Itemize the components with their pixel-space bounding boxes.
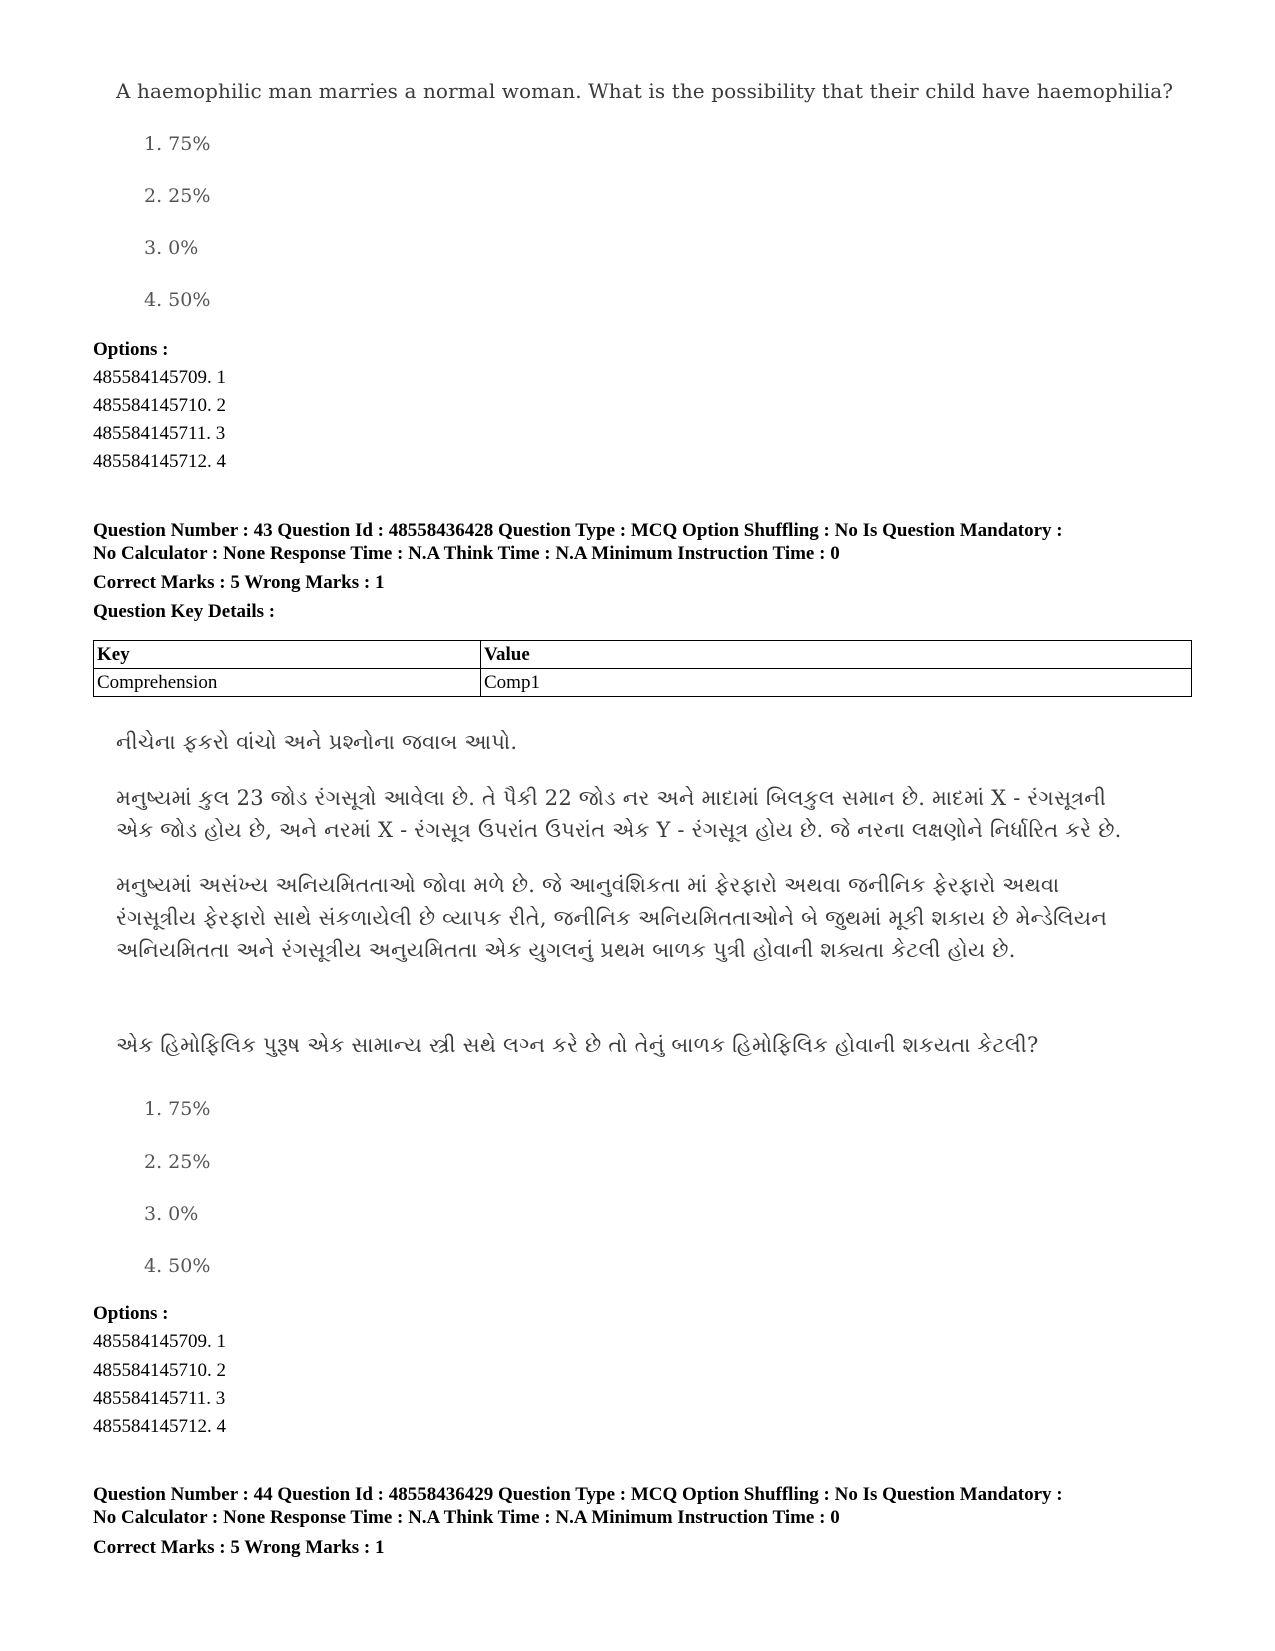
table-cell: Comp1 [481,669,1192,697]
table-header-key: Key [94,641,481,669]
passage-line: મનુષ્યમાં કુલ 23 જોડ રંગસૂત્રો આવેલા છે. તે પૈકી 22 જોડ નર અને માદામાં બિલકુલ સમાન છે. માદમાં X - રંગસૂત્રની [116,786,1107,810]
image-option: 2. 25% [144,1151,211,1173]
option-id: 485584145712. 4 [93,1416,226,1437]
passage-line: એક જોડ હોય છે, અને નરમાં X - રંગસૂત્ર ઉપરાંત ઉપરાંત એક Y - રંગસૂત્ર હોય છે. જે નરના લક્ષણોને નિર્ધારિત કરે છે. [116,818,1122,842]
option-id: 485584145712. 4 [93,451,226,472]
passage-instruction: નીચેના ફકરો વાંચો અને પ્રશ્નોના જવાબ આપો. [116,730,518,754]
passage-line: મનુષ્યમાં અસંખ્ય અનિયમિતતાઓ જોવા મળે છે. જે આનુવંશિકતા માં ફેરફારો અથવા જનીનિક ફેરફારો અથવા [116,873,1060,897]
image-option: 3. 0% [144,1203,199,1225]
question-meta-line: Question Number : 43 Question Id : 48558436428 Question Type : MCQ Option Shuffling : No Is Question Mandatory : [93,520,1063,541]
key-details-table [93,640,1192,697]
table-header-row [94,641,1192,669]
key-details-label: Question Key Details : [93,601,276,622]
options-label: Options : [93,339,169,360]
image-option: 3. 0% [144,237,199,259]
question-text-english: A haemophilic man marries a normal woman. What is the possibility that their child have haemophilia? [116,79,1174,103]
table-cell: Comprehension [94,669,481,697]
option-id: 485584145709. 1 [93,1331,226,1352]
marks-line: Correct Marks : 5 Wrong Marks : 1 [93,572,385,593]
image-option: 1. 75% [144,133,211,155]
image-option: 1. 75% [144,1098,211,1120]
table-row [94,669,1192,697]
question-text-gujarati: એક હિમોફિલિક પુરૂષ એક સામાન્ય સ્ત્રી સથે લગ્ન કરે છે તો તેનું બાળક હિમોફિલિક હોવાની શકયતા કેટલી? [116,1033,1039,1057]
passage-line: અનિયમિતતા અને રંગસૂત્રીય અનુયમિતતા એક યુગલનું પ્રથમ બાળક પુત્રી હોવાની શક્યતા કેટલી હોય છે. [116,938,1016,962]
question-meta-line: No Calculator : None Response Time : N.A Think Time : N.A Minimum Instruction Time : 0 [93,543,840,564]
image-option: 2. 25% [144,185,211,207]
option-id: 485584145711. 3 [93,1388,226,1409]
options-label: Options : [93,1303,169,1324]
image-option: 4. 50% [144,1255,211,1277]
option-id: 485584145710. 2 [93,1360,226,1381]
marks-line: Correct Marks : 5 Wrong Marks : 1 [93,1537,385,1558]
option-id: 485584145709. 1 [93,367,226,388]
passage-line: રંગસૂત્રીય ફેરફારો સાથે સંકળાયેલી છે વ્યાપક રીતે, જનીનિક અનિયમિતતાઓને બે જુથમાં મૂકી શકાય છે મેન્ડેલિયન [116,906,1108,930]
option-id: 485584145711. 3 [93,423,226,444]
question-meta-line: Question Number : 44 Question Id : 48558436429 Question Type : MCQ Option Shuffling : No Is Question Mandatory : [93,1484,1063,1505]
question-meta-line: No Calculator : None Response Time : N.A Think Time : N.A Minimum Instruction Time : 0 [93,1507,840,1528]
table-header-value: Value [481,641,1192,669]
image-option: 4. 50% [144,289,211,311]
option-id: 485584145710. 2 [93,395,226,416]
